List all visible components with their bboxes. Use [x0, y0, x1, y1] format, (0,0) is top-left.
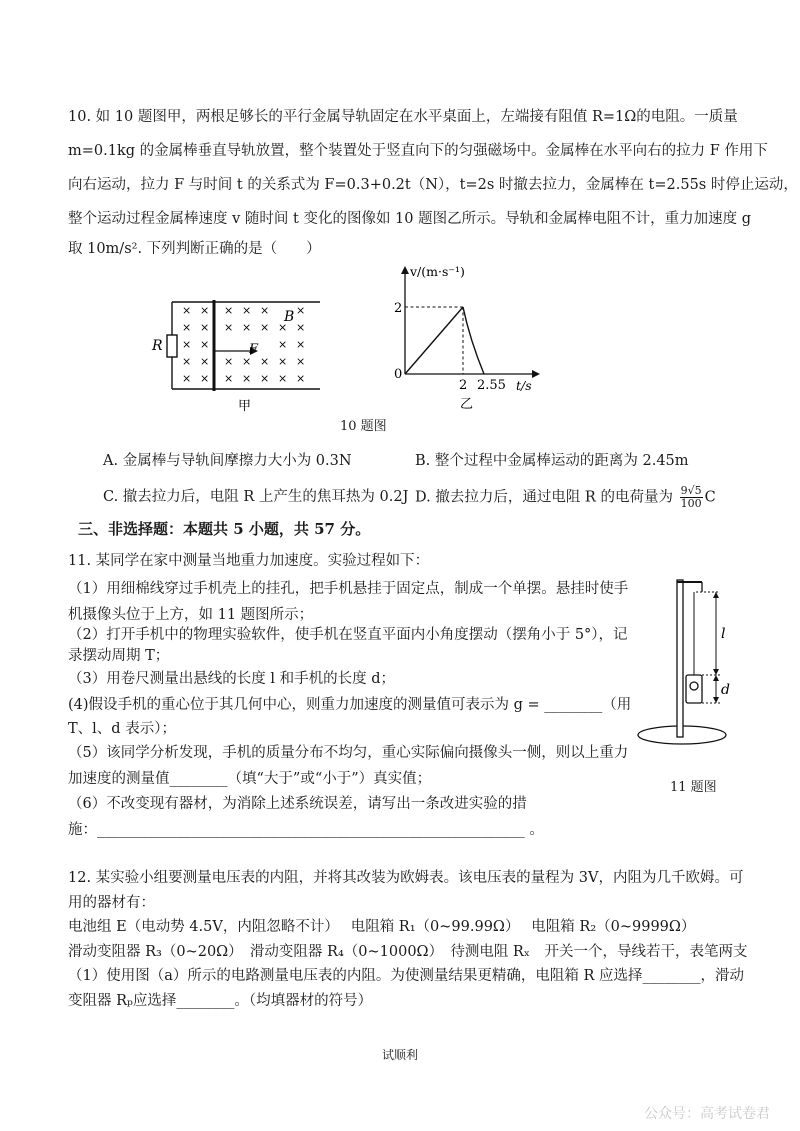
field-cross: × [182, 321, 192, 334]
field-cross: × [296, 355, 306, 368]
label-d: d [721, 682, 730, 698]
q12-line-5: （1）使用图（a）所示的电路测量电压表的内阻。为使测量结果更精确，电阻箱 R 应选择________，滑动 [68, 968, 745, 984]
field-cross: × [200, 321, 210, 334]
field-cross: × [242, 321, 252, 334]
field-cross: × [182, 338, 192, 351]
fig-11-caption: 11 题图 [670, 780, 717, 795]
q11-line-8: T、l、d 表示）； [68, 721, 176, 737]
q11-line-4: （2）打开手机中的物理实验软件，使手机在竖直平面内小角度摆动（摆角小于 5°），记 [68, 627, 628, 643]
caption-yi: 乙 [460, 397, 474, 412]
field-cross: × [182, 355, 192, 368]
label-l: l [721, 626, 726, 642]
q12-line-3: 电池组 E（电动势 4.5V，内阻忽略不计） 电阻箱 R₁（0~99.99Ω） 电阻箱 R₂（0~9999Ω） [68, 919, 696, 935]
fig-10-caption: 10 题图 [340, 419, 387, 434]
q10-line-1: 10. 如 10 题图甲，两根足够长的平行金属导轨固定在水平桌面上，左端接有阻值 R=1Ω的电阻。一质量 [68, 109, 738, 125]
field-cross: × [242, 355, 252, 368]
q10-line-5: 取 10m/s². 下列判断正确的是（ ） [68, 241, 321, 257]
yi-tick-x1: 2 [459, 378, 468, 393]
yi-tick-x2: 2.55 [477, 378, 506, 393]
field-cross: × [260, 372, 270, 385]
label-r: R [152, 338, 163, 354]
q11-line-10: 加速度的测量值________（填“大于”或“小于”）真实值； [68, 771, 432, 787]
field-cross: × [260, 304, 270, 317]
q11-line-5: 录摆动周期 T； [68, 648, 170, 664]
phone-shape [686, 675, 702, 703]
option-c: C. 撤去拉力后，电阻 R 上产生的焦耳热为 0.2J [103, 489, 409, 505]
q11-line-11: （6）不改变现有器材，为消除上述系统误差，请写出一条改进实验的措 [68, 796, 527, 812]
field-cross: × [224, 321, 234, 334]
field-cross: × [200, 338, 210, 351]
field-cross: × [296, 304, 306, 317]
option-d-fraction [680, 485, 703, 510]
figure-10-jia [150, 292, 330, 417]
figure-11 [632, 570, 767, 750]
label-b: B [284, 309, 295, 325]
yi-origin: 0 [394, 367, 403, 382]
q11-line-6: （3）用卷尺测量出悬线的长度 l 和手机的长度 d； [68, 671, 395, 687]
field-cross: × [296, 338, 306, 351]
page-footer: 试顺利 [381, 1048, 418, 1062]
field-cross: × [296, 372, 306, 385]
option-d [415, 485, 716, 510]
field-cross: × [200, 355, 210, 368]
q12-line-4: 滑动变阻器 R₃（0~20Ω） 滑动变阻器 R₄（0~1000Ω） 待测电阻 Rₓ 开关一个，导线若干，表笔两支 [68, 944, 748, 960]
field-cross: × [278, 338, 288, 351]
q11-line-12: 施：___________________________________________________________ 。 [68, 822, 544, 838]
label-f: F [249, 342, 259, 357]
q10-line-4: 整个运动过程金属棒速度 v 随时间 t 变化的图像如 10 题图乙所示。导轨和金属棒电阻不计，重力加速度 g [68, 211, 752, 227]
yi-xlabel: t/s [516, 378, 532, 393]
field-cross: × [260, 355, 270, 368]
field-cross: × [242, 372, 252, 385]
q10-line-2: m=0.1kg 的金属棒垂直导轨放置，整个装置处于竖直向下的匀强磁场中。金属棒在水平向右的拉力 F 作用下 [68, 143, 768, 159]
q12-line-1: 12. 某实验小组要测量电压表的内阻，并将其改装为欧姆表。该电压表的量程为 3V，内阻为几千欧姆。可 [68, 870, 744, 886]
fraction-numerator: 9√5 [680, 484, 702, 497]
yi-ylabel: v/(m·s⁻¹) [410, 264, 465, 279]
section-3-heading: 三、非选择题：本题共 5 小题，共 57 分。 [78, 520, 371, 538]
field-cross: × [182, 304, 192, 317]
option-d-unit: C [704, 489, 716, 506]
field-cross: × [296, 321, 306, 334]
field-cross: × [200, 372, 210, 385]
yi-tick-y: 2 [394, 301, 403, 316]
field-cross: × [182, 372, 192, 385]
q12-line-2: 用的器材有： [68, 895, 155, 911]
q11-line-2: （1）用细棉线穿过手机壳上的挂孔，把手机悬挂于固定点，制成一个单摆。悬挂时使手 [68, 581, 629, 597]
fraction-denominator: 100 [680, 497, 702, 510]
q11-line-9: （5）该同学分析发现，手机的质量分布不均匀，重心实际偏向摄像头一侧，则以上重力 [68, 745, 629, 761]
watermark: 公众号：高考试卷君 [644, 1106, 770, 1122]
q11-line-3: 机摄像头位于上方，如 11 题图所示； [68, 607, 314, 623]
q12-line-6: 变阻器 Rₚ应选择________。（均填器材的符号） [68, 993, 373, 1009]
field-cross: × [278, 372, 288, 385]
field-cross: × [278, 321, 288, 334]
field-cross: × [200, 304, 210, 317]
option-b: B. 整个过程中金属棒运动的距离为 2.45m [415, 453, 689, 469]
yi-accel-line [405, 307, 463, 374]
q11-line-7: (4)假设手机的重心位于其几何中心，则重力加速度的测量值可表示为 g = ________（用 [68, 697, 632, 713]
field-cross: × [224, 372, 234, 385]
caption-jia: 甲 [238, 399, 252, 414]
field-cross: × [242, 304, 252, 317]
option-d-text: D. 撤去拉力后，通过电阻 R 的电荷量为 [415, 489, 673, 506]
option-a: A. 金属棒与导轨间摩擦力大小为 0.3N [103, 453, 352, 469]
yi-decel-curve [463, 307, 484, 374]
field-cross: × [260, 321, 270, 334]
q11-line-1: 11. 某同学在家中测量当地重力加速度。实验过程如下： [68, 553, 430, 569]
figure-10-yi [380, 262, 540, 412]
q10-line-3: 向右运动，拉力 F 与时间 t 的关系式为 F=0.3+0.2t（N），t=2s 时撤去拉力，金属棒在 t=2.55s 时停止运动， [68, 177, 798, 193]
field-cross: × [224, 304, 234, 317]
field-cross: × [224, 355, 234, 368]
field-cross: × [278, 355, 288, 368]
